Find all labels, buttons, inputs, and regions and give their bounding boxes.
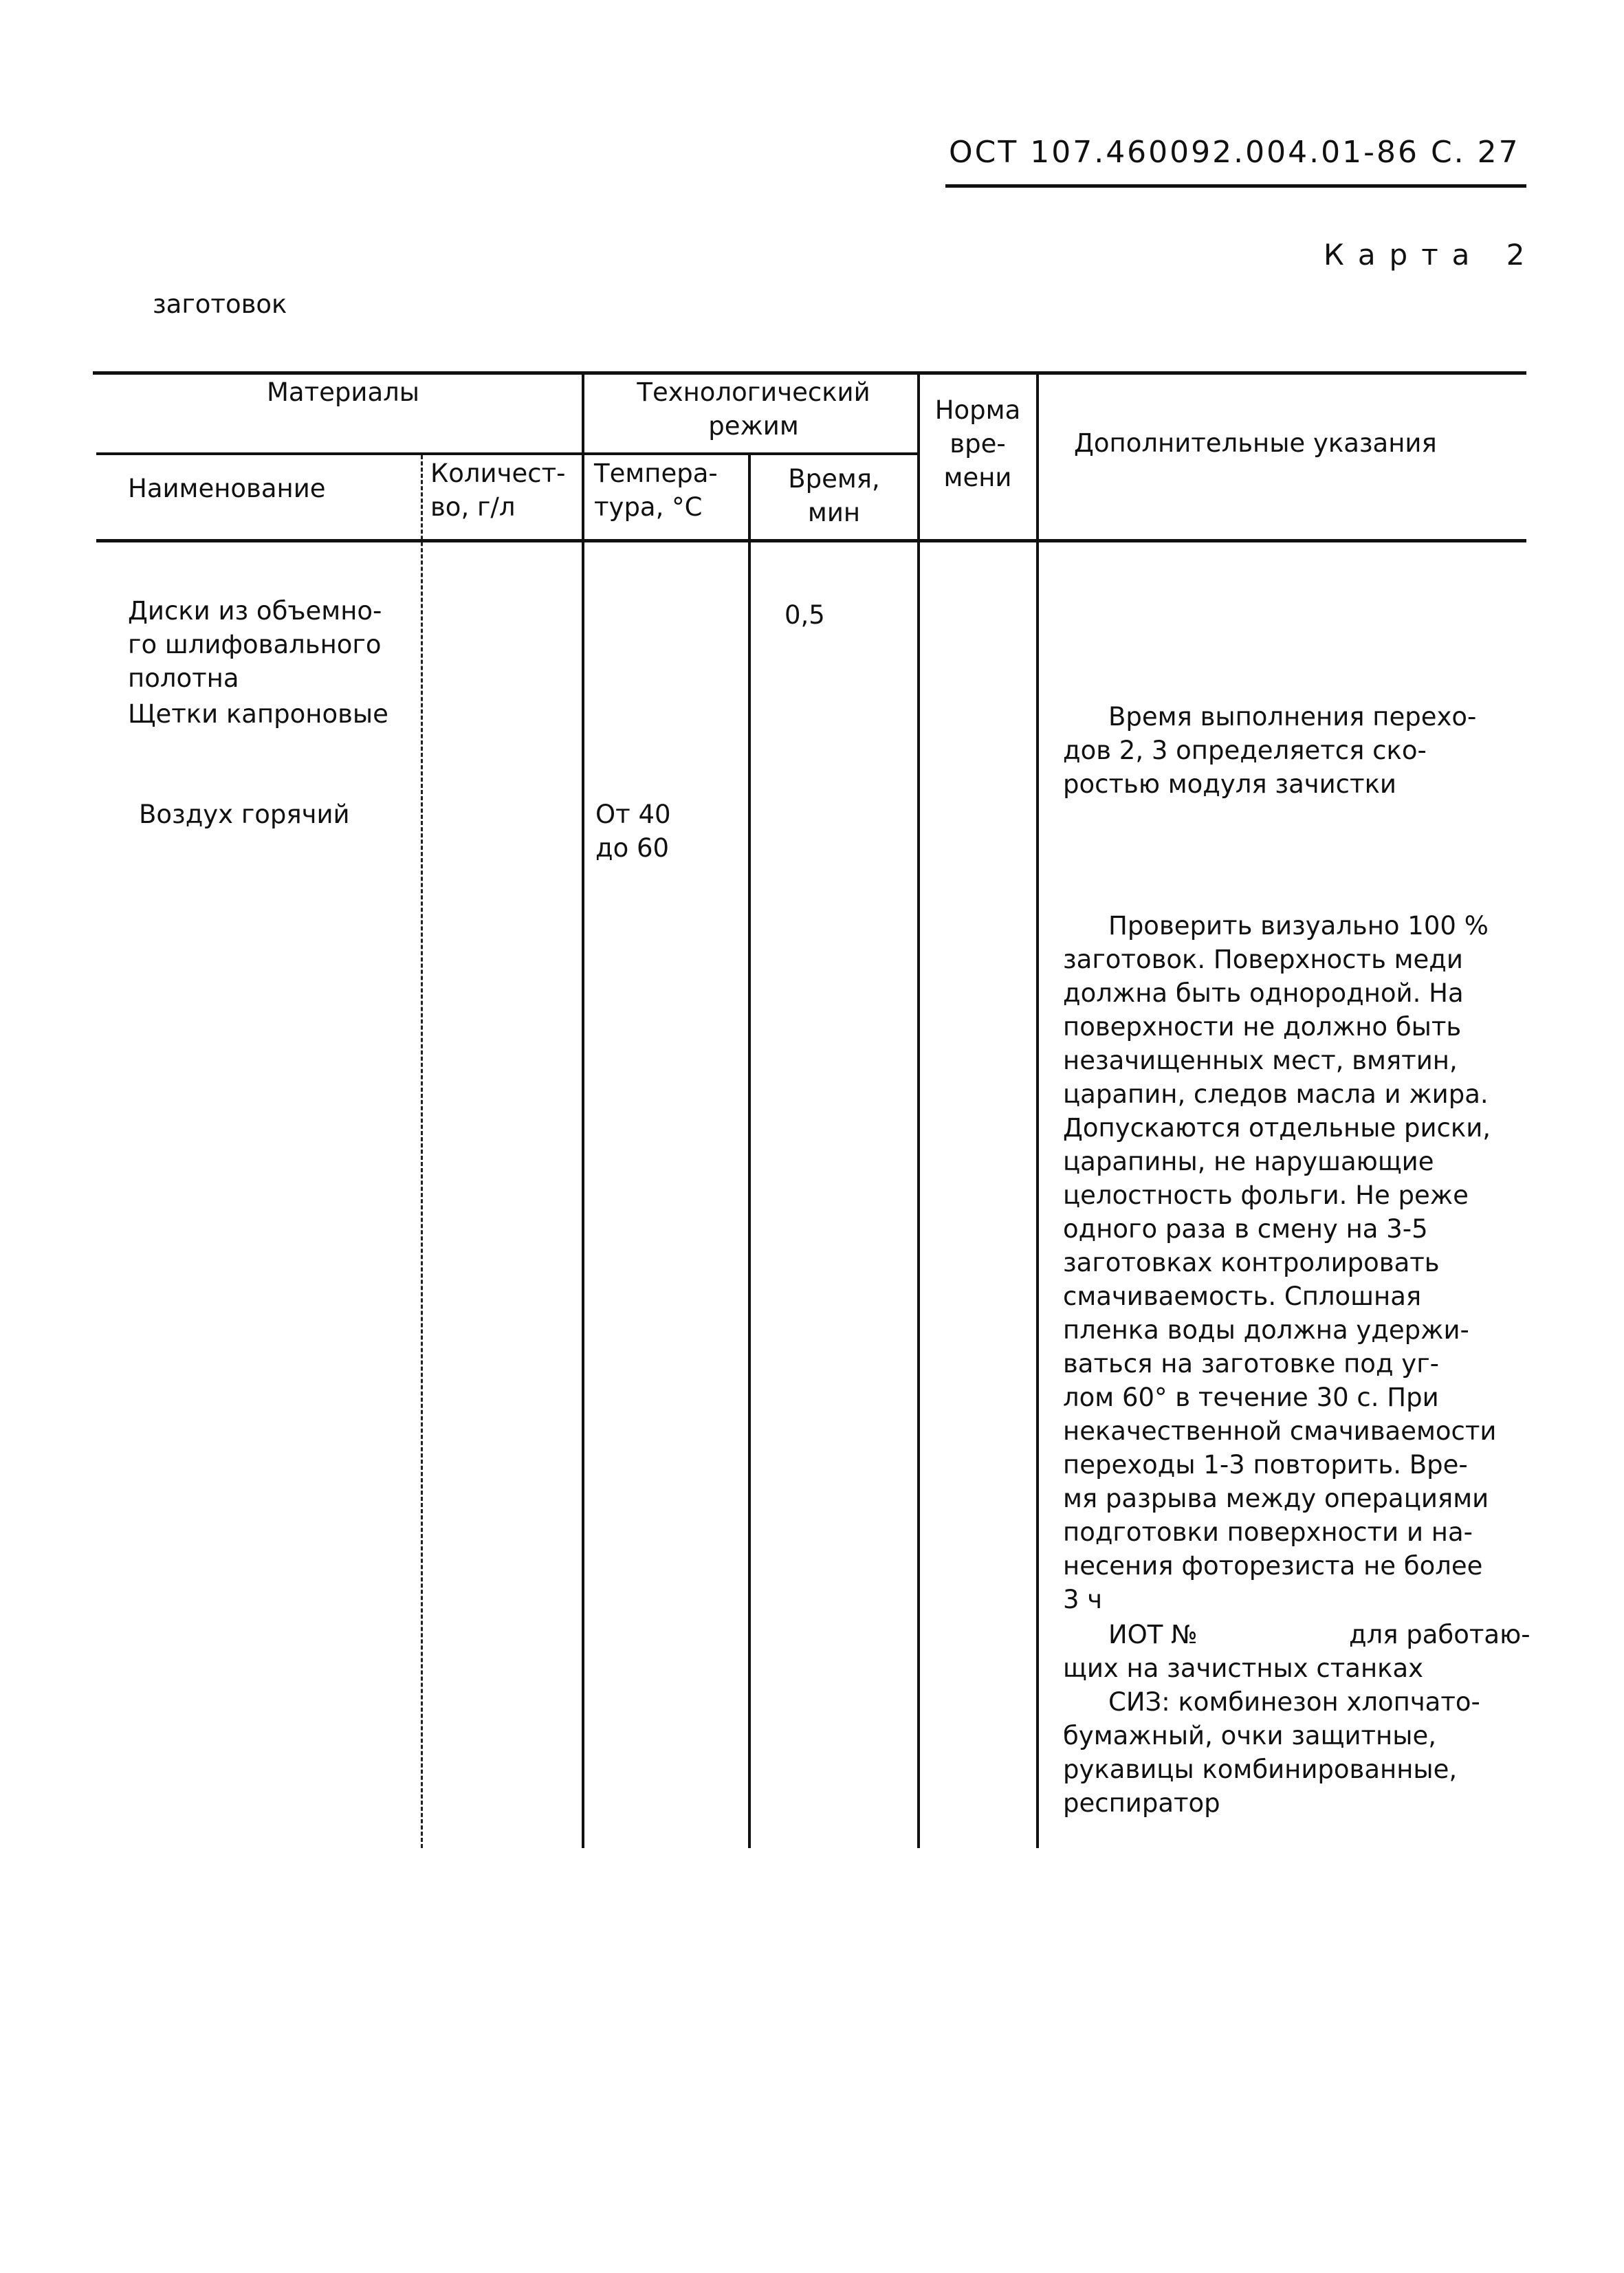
time-discs-value: 0,5: [784, 600, 825, 630]
note-iot-rest: для работаю-: [1349, 1620, 1530, 1649]
temperature-hot-air-value: От 40 до 60: [595, 800, 671, 863]
subheader-divider-materials: [96, 452, 583, 455]
column-separator-tech-norm: [917, 373, 920, 1848]
note-transitions: Время выполнения перехо- дов 2, 3 определяется ско- ростью модуля зачистки: [1063, 702, 1477, 799]
header-quantity: Количест- во, г/л: [430, 459, 566, 522]
document-code: ОСТ 107.460092.004.01-86 С. 27: [949, 135, 1520, 170]
header-technological-mode: Технологический режим: [637, 377, 870, 441]
card-subtitle: заготовок: [153, 289, 287, 319]
material-hot-air: Воздух горячий: [139, 800, 350, 829]
header-materials: Материалы: [267, 377, 419, 407]
table-top-border: [93, 371, 1526, 375]
note-iot-label: ИОТ №: [1108, 1620, 1198, 1649]
header-bottom-border: [96, 539, 1526, 542]
header-time-norm: Норма вре- мени: [934, 395, 1021, 492]
column-separator-norm-notes: [1036, 373, 1039, 1848]
note-protective-equipment: СИЗ: комбинезон хлопчато- бумажный, очки защитные, рукавицы комбинированные, респиратор: [1063, 1687, 1480, 1818]
header-name: Наименование: [128, 474, 326, 503]
material-brushes: Щетки капроновые: [128, 699, 388, 729]
column-separator-temp-time: [748, 454, 751, 1848]
material-discs: Диски из объемно- го шлифовального полотна: [128, 596, 382, 693]
header-temperature: Темпера- тура, °С: [594, 459, 718, 522]
note-visual-check: Проверить визуально 100 % заготовок. Поверхность меди должна быть однородной. На поверхности не должно быть незачищенных мест, вмятин, царапин, следов масла и жира. Допускаются отдельные риски, царапины, не нарушающие целостность фольги. Не реже одного раза в смену на 3-5 заготовках контролировать смачиваемость. Сплошная пленка воды должна удержи- ваться на заготовке под уг- лом 60° в течение 30 с. При некачественной смачиваемости переходы 1-3 повторить. Вре- мя разрыва между операциями подготовки поверхности и на- несения фоторезиста не более 3 ч: [1063, 911, 1497, 1614]
header-time: Время, мин: [788, 464, 880, 527]
column-separator-materials-tech: [582, 373, 584, 1848]
header-additional-notes: Дополнительные указания: [1074, 428, 1437, 458]
column-separator-name-qty: [421, 455, 423, 1848]
card-label: Карта 2: [1324, 238, 1539, 272]
subheader-divider-tech: [583, 452, 919, 455]
note-iot-line2: щих на зачистных станках: [1063, 1654, 1424, 1683]
header-underline: [945, 184, 1526, 188]
